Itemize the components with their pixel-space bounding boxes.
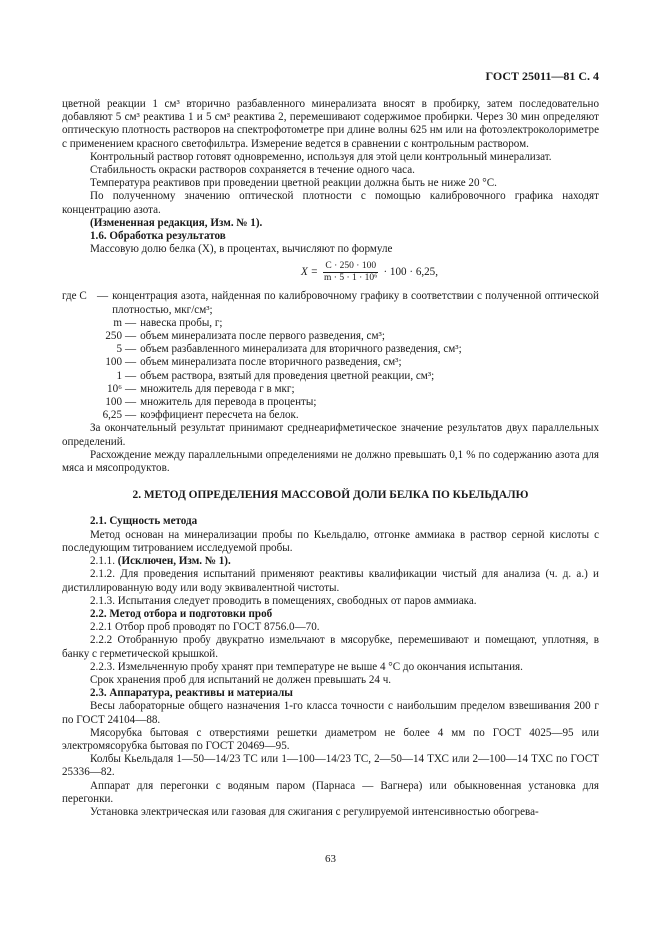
dash: — — [125, 382, 137, 395]
definition-symbol: 10⁶ — [107, 382, 122, 395]
paragraph: Расхождение между параллельными определениями не должно превышать 0,1 % по содержанию азота для мяса и мясопродуктов. — [62, 448, 599, 475]
formula-lhs: X = — [300, 266, 319, 279]
section-2-title: 2. МЕТОД ОПРЕДЕЛЕНИЯ МАССОВОЙ ДОЛИ БЕЛКА ПО КЬЕЛЬДАЛЮ — [132, 489, 529, 502]
definition-text: объем разбавленного минерализата для вторичного разведения, см³; — [140, 343, 462, 356]
paragraph: Контрольный раствор готовят одновременно, используя для этой цели контрольный минерализат. — [90, 150, 552, 163]
dash: — — [125, 356, 137, 369]
page-number: 63 — [325, 853, 336, 865]
paragraph: Температура реактивов при проведении цветной реакции должна быть не ниже 20 °С. — [90, 177, 497, 190]
section-heading-2-2: 2.2. Метод отбора и подготовки проб — [90, 607, 273, 620]
definition-symbol: m — [113, 316, 122, 329]
formula-rhs: · 100 · 6,25, — [383, 266, 439, 279]
document-body — [62, 98, 599, 819]
definition-symbol: где C — [62, 290, 87, 303]
paragraph: 2.1.2. Для проведения испытаний применяют реактивы квалификации чистый для анализа (ч. д. а.) и дистиллированную воду или воду эквивалентной чистоты. — [62, 568, 599, 594]
section-heading-2-3: 2.3. Аппаратура, реактивы и материалы — [90, 687, 293, 700]
definition-row — [62, 396, 599, 409]
definition-text: объем минерализата после первого разведения, см³; — [140, 330, 385, 343]
definition-row — [62, 290, 599, 316]
definition-symbol: 5 — [116, 343, 122, 356]
definition-row — [62, 343, 599, 356]
section-heading-2-1: 2.1. Сущность метода — [90, 515, 198, 528]
definition-text: множитель для перевода в проценты; — [140, 396, 317, 409]
definition-row — [62, 317, 599, 330]
dash: — — [125, 396, 137, 409]
paragraph: Весы лабораторные общего назначения 1-го класса точности с наибольшим пределом взвешивания 200 г по ГОСТ 24104—88. — [62, 700, 599, 726]
definition-row — [62, 330, 599, 343]
formula-fraction — [322, 261, 379, 284]
dash: — — [125, 343, 137, 356]
paragraph: Метод основан на минерализации пробы по Кьельдалю, отгонке аммиака в раствор серной кислоты с последующим титрованием исследуемой пробы. — [62, 528, 599, 554]
paragraph: Колбы Кьельдаля 1—50—14/23 ТС или 1—100—14/23 ТС, 2—50—14 ТХС или 2—100—14 ТХС по ГОСТ 25336—82. — [62, 753, 599, 779]
definition-text: коэффициент пересчета на белок. — [140, 409, 299, 422]
definition-text: навеска пробы, г; — [140, 316, 223, 329]
paragraph: Стабильность окраски растворов сохраняется в течение одного часа. — [90, 164, 415, 177]
dash: — — [97, 290, 109, 303]
paragraph: За окончательный результат принимают среднеарифметическое значение результатов двух параллельных определений. — [62, 422, 599, 448]
definition-symbol: 6,25 — [102, 409, 122, 422]
definition-text: концентрация азота, найденная по калибровочному графику в соответствии с полученной оптической плотностью, мкг/см³; — [112, 290, 599, 316]
definition-row — [62, 370, 599, 383]
dash: — — [125, 316, 137, 329]
page-header: ГОСТ 25011—81 С. 4 — [485, 69, 599, 83]
paragraph: Установка электрическая или газовая для сжигания с регулируемой интенсивностью обогрева- — [90, 805, 539, 818]
definition-symbol: 1 — [116, 369, 122, 382]
paragraph-2-1-1 — [62, 555, 599, 568]
formula-numerator: C · 250 · 100 — [325, 261, 377, 272]
paragraph: 2.2.3. Измельченную пробу хранят при температуре не выше 4 °С до окончания испытания. — [90, 660, 523, 673]
definition-text: множитель для перевода г в мкг; — [140, 382, 295, 395]
dash: — — [125, 330, 137, 343]
clause-number: 2.1.1. — [90, 555, 115, 568]
dash: — — [125, 409, 137, 422]
paragraph: 2.2.2 Отобранную пробу двукратно измельчают в мясорубке, перемешивают и помещают, уплотняя, в банку с герметической крышкой. — [62, 634, 599, 660]
definition-symbol: 100 — [105, 396, 122, 409]
paragraph: Мясорубка бытовая с отверстиями решетки диаметром не более 4 мм по ГОСТ 4025—95 или электромясорубка бытовая по ГОСТ 20469—95. — [62, 726, 599, 752]
paragraph: 2.1.3. Испытания следует проводить в помещениях, свободных от паров аммиака. — [90, 594, 477, 607]
definition-row — [62, 383, 599, 396]
definition-symbol: 250 — [105, 330, 122, 343]
formula — [140, 261, 599, 284]
paragraph: Аппарат для перегонки с водяным паром (Парнаса — Вагнера) или обыкновенная установка для перегонки. — [62, 779, 599, 805]
definitions-list — [62, 290, 599, 422]
formula-intro: Массовую долю белка (X), в процентах, вычисляют по формуле — [90, 243, 393, 256]
paragraph: 2.2.1 Отбор проб проводят по ГОСТ 8756.0—70. — [90, 621, 320, 634]
dash: — — [125, 369, 137, 382]
definition-text: объем раствора, взятый для проведения цветной реакции, см³; — [140, 369, 435, 382]
formula-denominator: m · 5 · 1 · 10⁶ — [324, 273, 378, 284]
definition-row — [62, 409, 599, 422]
paragraph: цветной реакции 1 см³ вторично разбавленного минерализата вносят в пробирку, затем последовательно добавляют 5 см³ реактива 1 и 5 см³ реактива 2, перемешивают содержимое пробирки. Через 30 мин определяют оптическую плотность растворов на спектрофотометре при длине волны 625 нм или на фотоэлектроколориметре с применением красного светофильтра. Измерение ведется в сравнении с контрольным раствором. — [62, 98, 599, 150]
definition-row — [62, 356, 599, 369]
section-heading-1-6: 1.6. Обработка результатов — [90, 230, 226, 243]
definition-text: объем минерализата после вторичного разведения, см³; — [140, 356, 402, 369]
paragraph: Срок хранения проб для испытаний не должен превышать 24 ч. — [90, 673, 392, 686]
excluded-note: (Исключен, Изм. № 1). — [117, 555, 231, 568]
paragraph: По полученному значению оптической плотности с помощью калибровочного графика находят концентрацию азота. — [62, 190, 599, 216]
change-note: (Измененная редакция, Изм. № 1). — [90, 216, 263, 229]
definition-symbol: 100 — [105, 356, 122, 369]
